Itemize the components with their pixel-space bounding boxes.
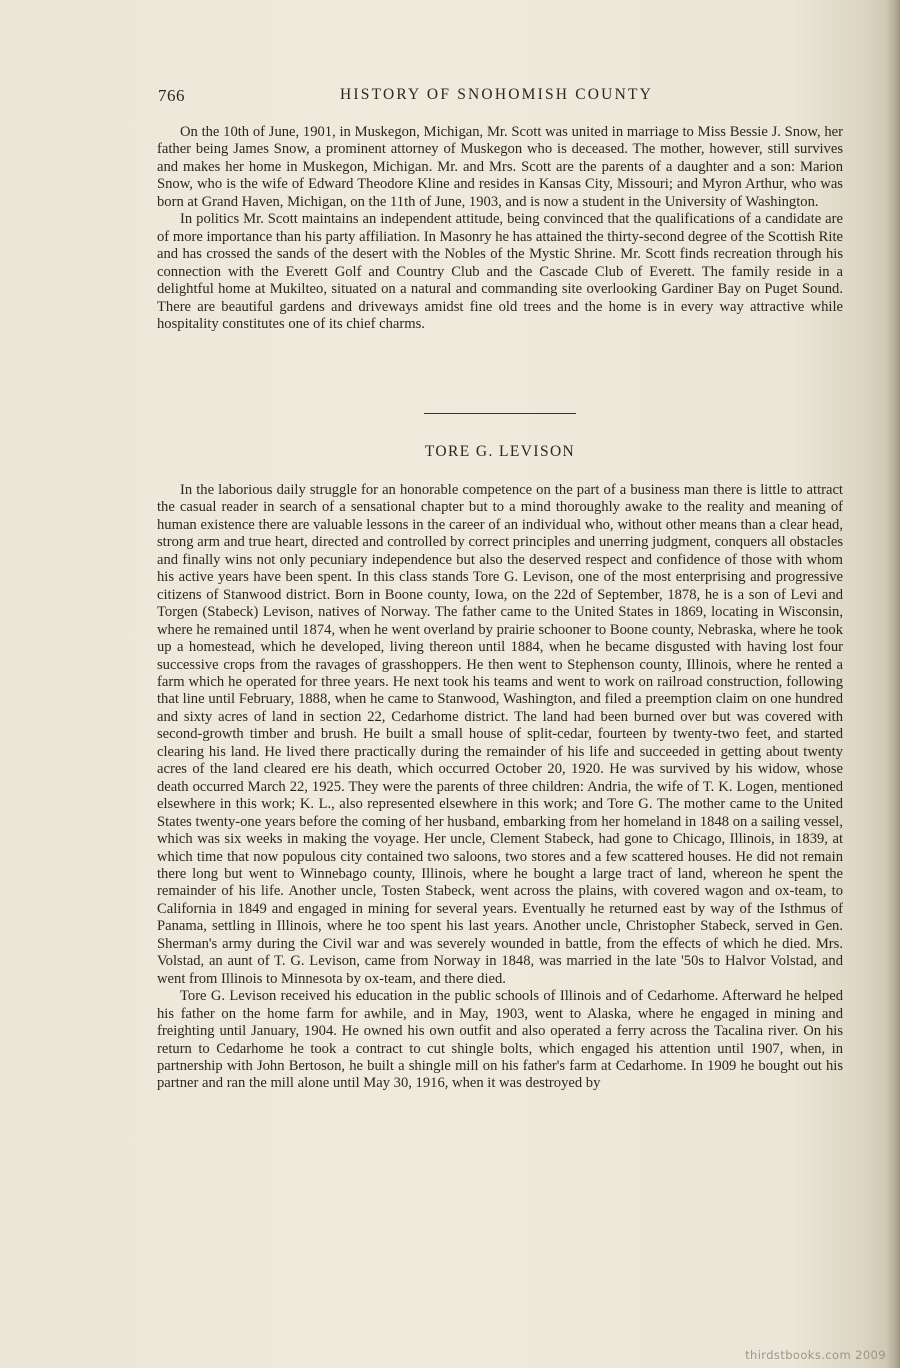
section-divider	[424, 413, 576, 414]
paragraph: Tore G. Levison received his education in the public schools of Illinois and of Cedarhome. Afterward he helped his father on the home farm for awhile, and in May, 1903, went to Alaska, where he engaged in mining and freighting until January, 1904. He owned his own outfit and also operated a ferry across the Tacalina river. On his return to Cedarhome he took a contract to cut shingle bolts, which engaged his attention until 1907, when, in partnership with John Bertoson, he built a shingle mill on his father's farm at Cedarhome. In 1909 he bought out his partner and ran the mill alone until May 30, 1916, when it was destroyed by	[157, 988, 843, 1092]
running-head	[158, 86, 844, 110]
paragraph: In the laborious daily struggle for an honorable competence on the part of a business man there is little to attract the casual reader in search of a sensational chapter but to a mind thoroughly awake to the reality and meaning of human existence there are valuable lessons in the career of an individual who, without other means than a clear head, strong arm and true heart, directed and controlled by correct principles and unerring judgment, conquers all obstacles and finally wins not only pecuniary independence but also the deserved respect and confidence of those with whom his active years have been spent. In this class stands Tore G. Levison, one of the most enterprising and progressive citizens of Stanwood district. Born in Boone county, Iowa, on the 22d of September, 1878, he is a son of Levi and Torgen (Stabeck) Levison, natives of Norway. The father came to the United States in 1869, locating in Wisconsin, where he remained until 1874, when he went overland by prairie schooner to Boone county, Nebraska, where he took up a homestead, which he developed, living thereon until 1884, when he became disgusted with having lost four successive crops from the ravages of grasshoppers. He then went to Stephenson county, Illinois, where he rented a farm which he operated for three years. He next took his teams and went to work on railroad construction, following that line until February, 1888, when he came to Stanwood, Washington, and filed a preemption claim on one hundred and sixty acres of land in section 22, Cedarhome district. The land had been burned over but was covered with second-growth timber and brush. He built a small house of split-cedar, fourteen by twenty-two feet, and started clearing his land. He lived there practically during the remainder of his life and succeeded in getting about twenty acres of the land cleared ere his death, which occurred October 20, 1920. He was survived by his widow, whose death occurred March 22, 1925. They were the parents of three children: Andria, the wife of T. K. Logen, mentioned elsewhere in this work; K. L., also represented elsewhere in this work; and Tore G. The mother came to the United States twenty-one years before the coming of her husband, embarking from her homeland in 1848 on a sailing vessel, which was six weeks in making the voyage. Her uncle, Clement Stabeck, had gone to Chicago, Illinois, in 1839, at which time that now populous city contained two saloons, two stores and a few scattered houses. He did not remain there long but went to Winnebago county, Illinois, where he bought a large tract of land, whereon he spent the remainder of his life. Another uncle, Tosten Stabeck, went across the plains, with covered wagon and ox-team, to California in 1849 and engaged in mining for several years. Eventually he returned east by way of the Isthmus of Panama, settling in Illinois, where he too spent his last years. Another uncle, Christopher Stabeck, served in Gen. Sherman's army during the Civil war and was severely wounded in battle, from the effects of which he died. Mrs. Volstad, an aunt of T. G. Levison, came from Norway in 1848, was married in the late '50s to Halvor Volstad, and went from Illinois to Minnesota by ox-team, and there died.	[157, 482, 843, 987]
paragraph: In politics Mr. Scott maintains an independent attitude, being convinced that the qualifications of a candidate are of more importance than his party affiliation. In Masonry he has attained the thirty-second degree of the Scottish Rite and has crossed the sands of the desert with the Nobles of the Mystic Shrine. Mr. Scott finds recreation through his connection with the Everett Golf and Country Club and the Cascade Club of Everett. The family reside in a delightful home at Mukilteo, situated on a natural and commanding site overlooking Gardiner Bay on Puget Sound. There are beautiful gardens and driveways amidst fine old trees and the home is in every way attractive while hospitality constitutes one of its chief charms.	[157, 211, 843, 332]
book-title: HISTORY OF SNOHOMISH COUNTY	[340, 86, 654, 103]
paragraph: On the 10th of June, 1901, in Muskegon, Michigan, Mr. Scott was united in marriage to Miss Bessie J. Snow, her father being James Snow, a prominent attorney of Muskegon who is deceased. The mother, however, still survives and makes her home in Muskegon, Michigan. Mr. and Mrs. Scott are the parents of a daughter and a son: Marion Snow, who is the wife of Edward Theodore Kline and resides in Kansas City, Missouri; and Myron Arthur, who was born at Grand Haven, Michigan, on the 11th of June, 1903, and is now a student in the University of Washington.	[157, 124, 843, 210]
page-edge-shadow	[886, 0, 900, 1368]
previous-biography	[157, 124, 843, 333]
watermark: thirdstbooks.com 2009	[745, 1348, 886, 1362]
section-heading: TORE G. LEVISON	[424, 443, 576, 460]
page-number: 766	[158, 86, 185, 105]
biography-body	[157, 482, 843, 1093]
